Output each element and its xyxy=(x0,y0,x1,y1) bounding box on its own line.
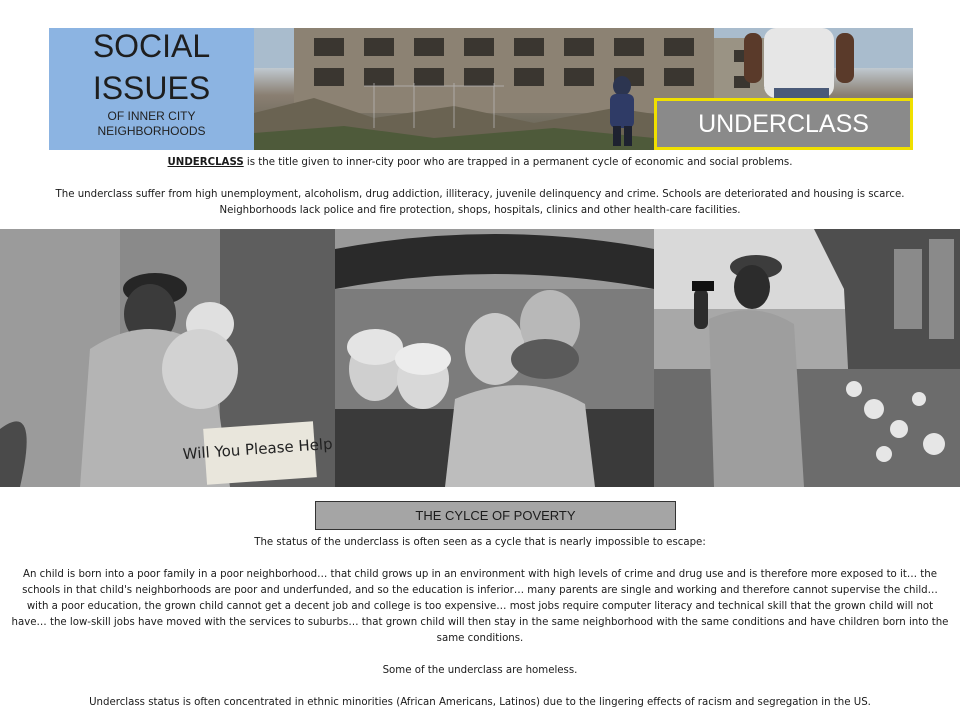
status-paragraph: The status of the underclass is often seen as a cycle that is nearly impossible to escape: xyxy=(254,537,706,548)
photo-boy-illustration xyxy=(654,229,960,487)
minorities-paragraph: Underclass status is often concentrated in ethnic minorities (African Americans, Latinos) due to the lingering effects of racism and segregation in the US. xyxy=(89,697,871,708)
photo-mother-illustration xyxy=(0,229,335,487)
title-box xyxy=(49,28,254,150)
page-subtitle: OF INNER CITY NEIGHBORHOODS xyxy=(97,109,206,138)
definition-term: UNDERCLASS xyxy=(167,157,244,168)
photo-family-illustration xyxy=(335,229,654,487)
photo-boy-with-gun xyxy=(654,229,960,487)
problems-paragraph: The underclass suffer from high unemployment, alcoholism, drug addiction, illiteracy, juvenile delinquency and crime. Schools are deteriorated and housing is scarce. Neighborhoods lack police and fire protection, shops, hospitals, clinics and other health-care facilities. xyxy=(55,189,905,216)
photo-mother-with-baby xyxy=(0,229,335,487)
cycle-paragraph: An child is born into a poor family in a poor neighborhood… that child grows up in an environment with high levels of crime and drug use and is therefore more exposed to it… the schools in that child's neighborhoods are poor and underfunded, and so the education is inferior… many parents are single and working and therefore cannot supervise the child… with a poor education, the grown child cannot get a decent job and college is too expensive… most jobs require computer literacy and technical skill that the grown child will not have… the low-skill jobs have moved with the services to suburbs… that grown child will then stay in the same neighborhood with the same conditions and have children born into the same conditions. xyxy=(11,569,949,644)
cycle-of-poverty-heading: THE CYLCE OF POVERTY xyxy=(315,501,676,530)
cardboard-sign-text: Will You Please Help xyxy=(182,434,334,464)
homeless-paragraph: Some of the underclass are homeless. xyxy=(382,665,578,676)
page-title: SOCIAL ISSUES xyxy=(92,28,211,106)
underclass-banner-label: UNDERCLASS xyxy=(654,98,913,150)
definition-text: is the title given to inner-city poor who are trapped in a permanent cycle of economic and social problems. xyxy=(243,157,793,168)
definition-paragraph xyxy=(20,155,940,171)
photo-family-in-car xyxy=(335,229,654,487)
